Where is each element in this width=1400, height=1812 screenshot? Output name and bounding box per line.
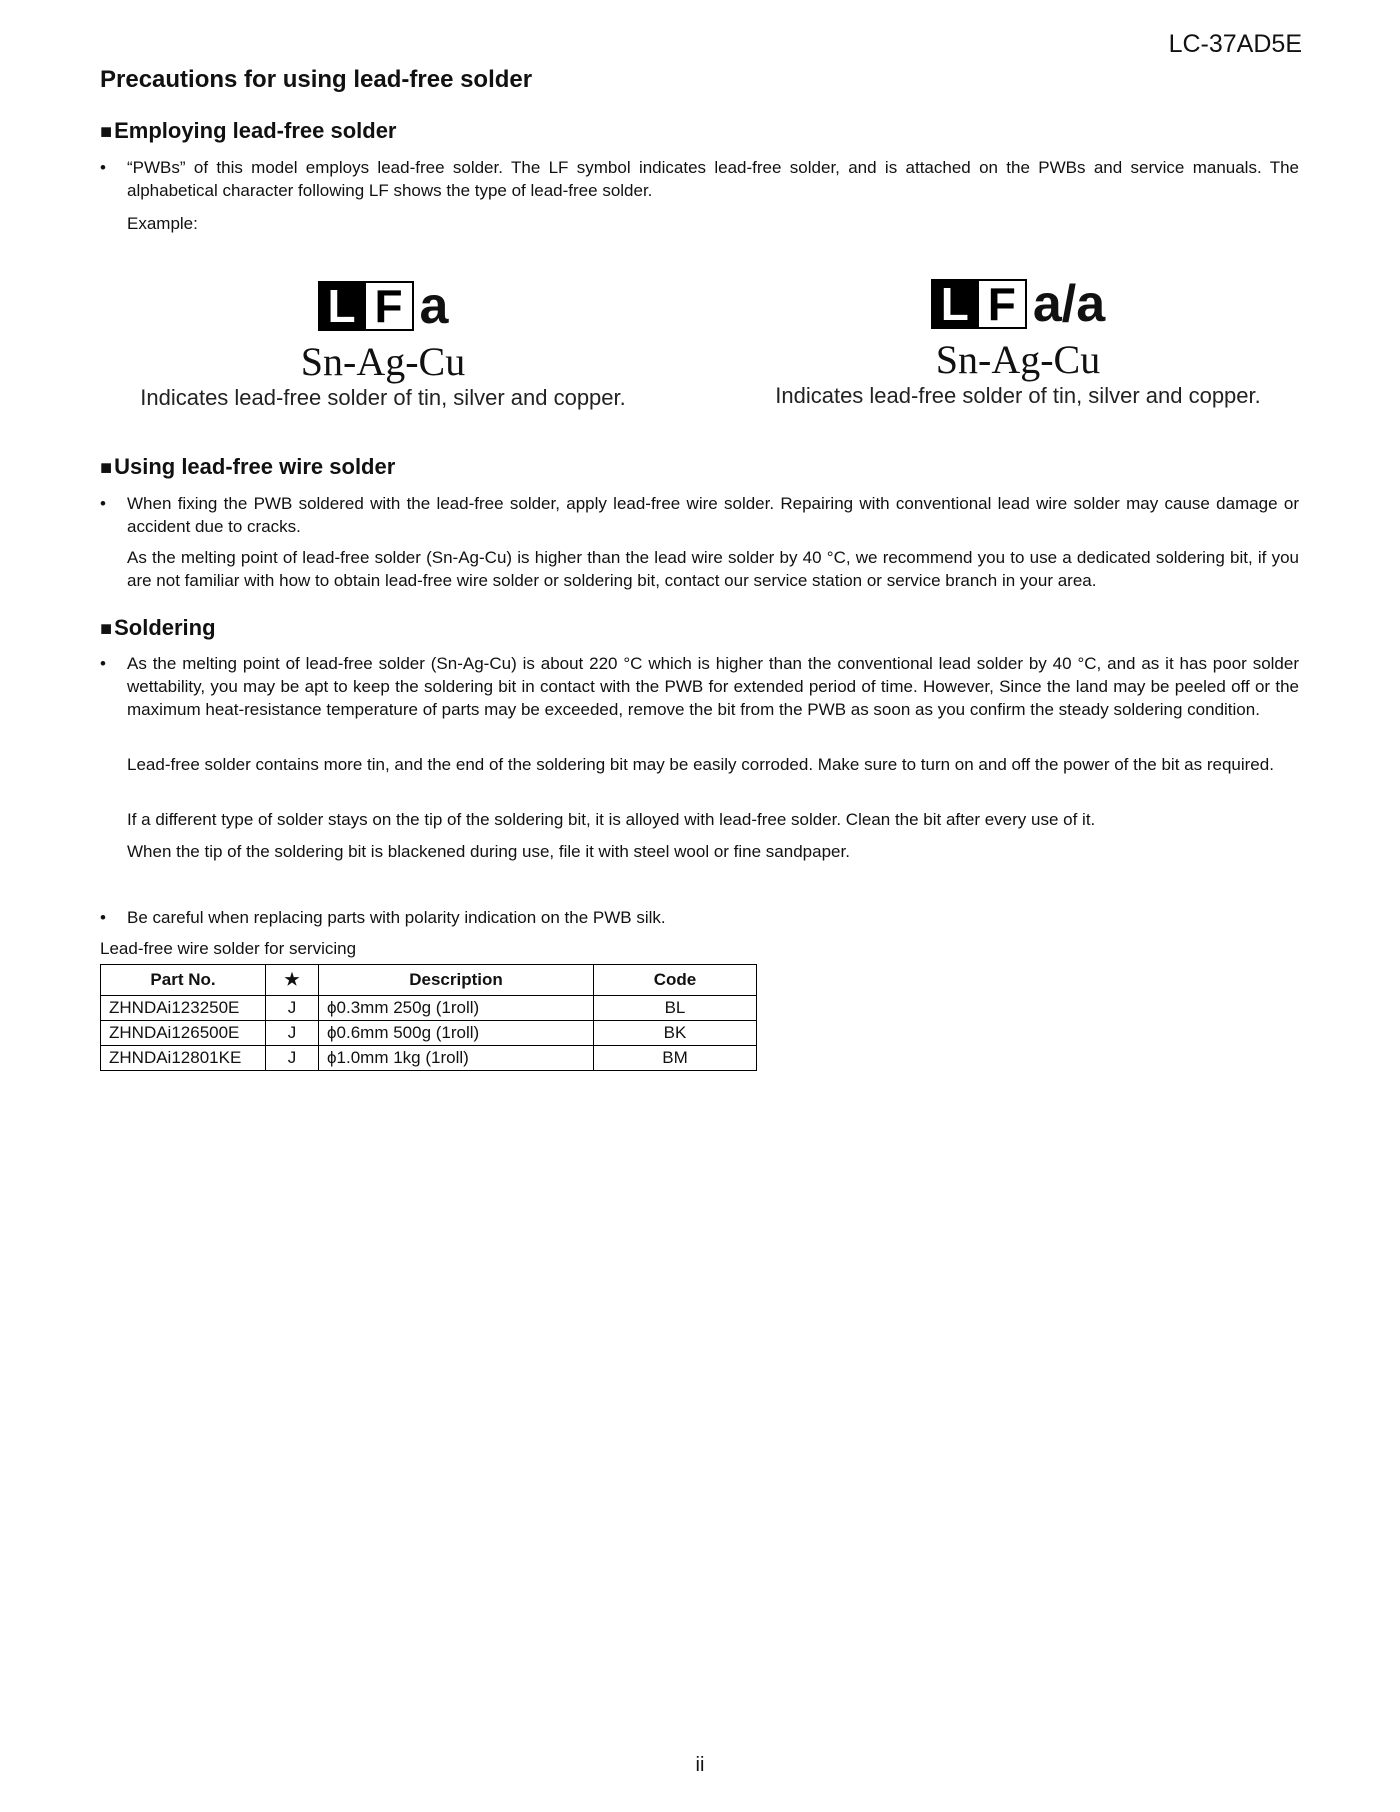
heading-employing-text: Employing lead-free solder xyxy=(114,118,397,143)
square-bullet-icon: ■ xyxy=(100,121,113,143)
heading-wire-solder xyxy=(100,454,395,480)
square-bullet-icon: ■ xyxy=(100,618,113,640)
table-row xyxy=(101,1046,757,1071)
heading-employing xyxy=(100,118,397,144)
bullet: • xyxy=(100,494,106,513)
model-number: LC-37AD5E xyxy=(1168,30,1302,58)
page-number: ii xyxy=(695,1754,705,1776)
lf-letter-f: F xyxy=(979,279,1027,329)
paragraph: As the melting point of lead-free solder (Sn-Ag-Cu) is about 220 °C which is higher than the conventional lead solder by 40 °C, and as it has poor solder wettability, you may be apt to keep the soldering bit in contact with the PWB for extended period of time. However, Since the land may be peeled off or the maximum heat-resistance temperature of parts may be exceeded, remove the bit from the PWB as soon as you confirm the steady soldering condition. xyxy=(127,654,1299,719)
lf-example-a xyxy=(133,278,633,412)
part-no-cell: ZHNDAi12801KE xyxy=(101,1046,266,1071)
paragraph: “PWBs” of this model employs lead-free solder. The LF symbol indicates lead-free solder, and is attached on the PWBs and service manuals. The alphabetical character following LF shows the type of lead-free solder. xyxy=(127,158,1299,200)
alloy-label: Sn-Ag-Cu xyxy=(300,339,466,384)
paragraph: Lead-free solder contains more tin, and the end of the soldering bit may be easily corroded. Make sure to turn on and off the power of the bit as required. xyxy=(127,755,1274,774)
table-row xyxy=(101,1021,757,1046)
example-label: Example: xyxy=(127,214,198,233)
col-description: Description xyxy=(319,965,594,996)
heading-soldering xyxy=(100,615,216,641)
lf-letter-l: L xyxy=(931,279,979,329)
code-cell: BM xyxy=(594,1046,757,1071)
star-cell: J xyxy=(266,996,319,1021)
description-cell: ϕ0.6mm 500g (1roll) xyxy=(319,1021,594,1046)
table-header-row xyxy=(101,965,757,996)
lf-letter-f: F xyxy=(366,281,414,331)
bullet: • xyxy=(100,908,106,927)
paragraph: As the melting point of lead-free solder (Sn-Ag-Cu) is higher than the lead wire solder by 40 °C, we recommend you to use a dedicated soldering bit, if you are not familiar with how to obtain lead-free wire solder or soldering bit, contact our service station or service branch in your area. xyxy=(127,548,1299,590)
description-cell: ϕ1.0mm 1kg (1roll) xyxy=(319,1046,594,1071)
description-cell: ϕ0.3mm 250g (1roll) xyxy=(319,996,594,1021)
page-title: Precautions for using lead-free solder xyxy=(100,66,533,93)
lf-suffix: a/a xyxy=(1032,275,1106,333)
col-star: ★ xyxy=(266,965,319,996)
lf-example-a-a xyxy=(768,276,1268,410)
star-cell: J xyxy=(266,1021,319,1046)
table-row xyxy=(101,996,757,1021)
paragraph: If a different type of solder stays on the tip of the soldering bit, it is alloyed with lead-free solder. Clean the bit after every use of it. xyxy=(127,810,1096,829)
example-caption: Indicates lead-free solder of tin, silver and copper. xyxy=(140,385,626,410)
heading-soldering-text: Soldering xyxy=(114,615,216,640)
bullet: • xyxy=(100,654,106,673)
example-caption: Indicates lead-free solder of tin, silver and copper. xyxy=(775,383,1261,408)
col-part-no: Part No. xyxy=(101,965,266,996)
code-cell: BL xyxy=(594,996,757,1021)
part-no-cell: ZHNDAi123250E xyxy=(101,996,266,1021)
lf-mark xyxy=(133,278,633,334)
heading-wire-solder-text: Using lead-free wire solder xyxy=(114,454,396,479)
col-code: Code xyxy=(594,965,757,996)
paragraph: Be careful when replacing parts with polarity indication on the PWB silk. xyxy=(127,908,666,927)
lf-mark xyxy=(768,276,1268,332)
star-cell: J xyxy=(266,1046,319,1071)
parts-table xyxy=(100,964,757,1071)
table-caption: Lead-free wire solder for servicing xyxy=(100,939,357,958)
lf-letter-l: L xyxy=(318,281,366,331)
part-no-cell: ZHNDAi126500E xyxy=(101,1021,266,1046)
square-bullet-icon: ■ xyxy=(100,457,113,479)
bullet: • xyxy=(100,158,106,177)
alloy-label: Sn-Ag-Cu xyxy=(935,337,1101,382)
code-cell: BK xyxy=(594,1021,757,1046)
lf-suffix: a xyxy=(419,277,449,335)
paragraph: When fixing the PWB soldered with the lead-free solder, apply lead-free wire solder. Repairing with conventional lead wire solder may cause damage or accident due to cracks. xyxy=(127,494,1299,536)
paragraph: When the tip of the soldering bit is blackened during use, file it with steel wool or fine sandpaper. xyxy=(127,842,850,861)
